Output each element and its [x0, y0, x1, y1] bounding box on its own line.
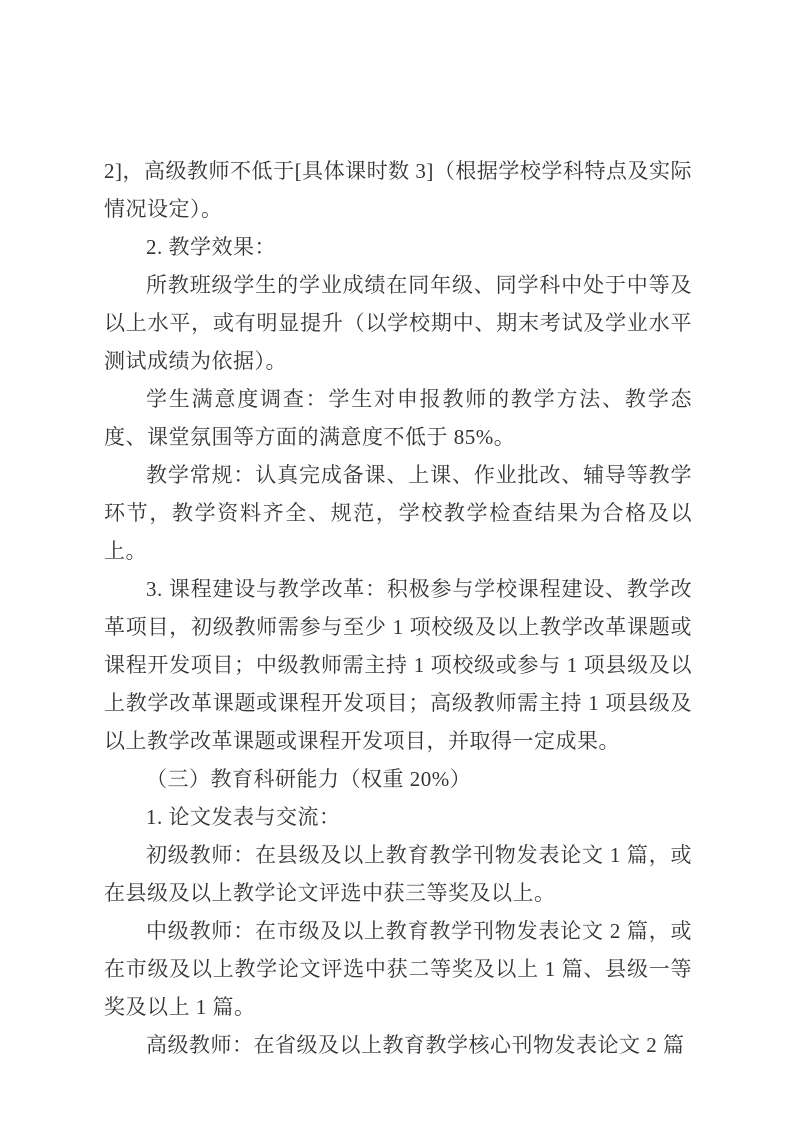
document-text-block	[104, 152, 692, 1064]
paragraph-heading-paper-publication: 1. 论文发表与交流：	[146, 805, 341, 829]
paragraph-academic-results: 所教班级学生的学业成绩在同年级、同学科中处于中等及以上水平，或有明显提升（以学校期中、期末考试及学业水平测试成绩为依据）。	[104, 273, 692, 373]
paragraph-intermediate-teacher-requirement: 中级教师：在市级及以上教育教学刊物发表论文 2 篇，或在市级及以上教学论文评选中获二等奖及以上 1 篇、县级一等奖及以上 1 篇。	[104, 919, 692, 1019]
paragraph-senior-teacher-requirement: 高级教师：在省级及以上教育教学核心刊物发表论文 2 篇	[146, 1033, 685, 1057]
paragraph-heading-teaching-effect: 2. 教学效果：	[146, 235, 276, 259]
paragraph-heading-research-ability: （三）教育科研能力（权重 20%）	[146, 767, 472, 791]
paragraph-student-satisfaction: 学生满意度调查：学生对申报教师的教学方法、教学态度、课堂氛围等方面的满意度不低于 85%。	[104, 387, 692, 449]
paragraph-junior-teacher-requirement: 初级教师：在县级及以上教育教学刊物发表论文 1 篇，或在县级及以上教学论文评选中获三等奖及以上。	[104, 843, 692, 905]
paragraph-curriculum-reform: 3. 课程建设与教学改革：积极参与学校课程建设、教学改革项目，初级教师需参与至少 1 项校级及以上教学改革课题或课程开发项目；中级教师需主持 1 项校级或参与 1 项县级及以上教学改革课题或课程开发项目；高级教师需主持 1 项县级及以上教学改革课题或课程开发项目，并取得一定成果。	[104, 577, 692, 753]
paragraph-continuation: 2]，高级教师不低于[具体课时数 3]（根据学校学科特点及实际情况设定）。	[104, 159, 692, 221]
paragraph-teaching-routine: 教学常规：认真完成备课、上课、作业批改、辅导等教学环节，教学资料齐全、规范，学校教学检查结果为合格及以上。	[104, 463, 692, 563]
